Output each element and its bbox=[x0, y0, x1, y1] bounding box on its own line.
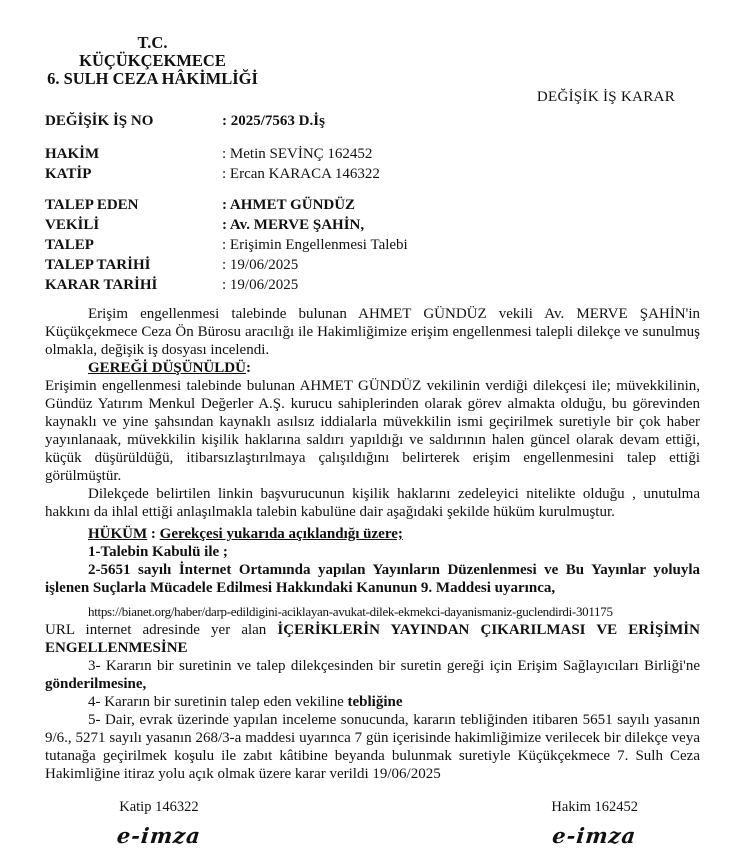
judge-e-signature: e-imza bbox=[551, 823, 638, 848]
field-value: : Av. MERVE ŞAHİN, bbox=[222, 217, 365, 233]
field-value: : Erişimin Engellenmesi Talebi bbox=[222, 237, 408, 253]
republic-label: T.C. bbox=[137, 33, 168, 52]
field-row-case-no bbox=[45, 111, 700, 131]
field-label: DEĞİŞİK İŞ NO bbox=[45, 113, 154, 129]
field-value: : 2025/7563 D.İş bbox=[222, 113, 325, 129]
field-row-attorney bbox=[45, 215, 700, 235]
judge-signature-title: Hakim 162452 bbox=[551, 799, 638, 815]
paragraph-gerekce: Erişimin engellenmesi talebinde bulunan AHMET GÜNDÜZ vekilinin verdiği dilekçesi ile; müvekkilinin, Gündüz Yatırım Menkul Değerler A.Ş. kurucu sahiplerinden olarak görev almakta olduğu, bu görevinden kaynaklı ve yine şahsından kaynaklı asılsız iddialarla müvekkilin ismi geçirilmek suretiyle bir çok haber yayınlanaak, müvekkilin kişilik haklarına saldırı yapıldığı ve saldırının halen güncel olarak devam ettiği, küçük düşürüldüğü, itibarsızlaştırılmaya çalışıldığını belirterek erişim engellenmesini talep ettiği görülmüştür. bbox=[45, 378, 700, 484]
signature-area bbox=[45, 783, 700, 848]
field-row-decision-date bbox=[45, 275, 700, 295]
field-label: TALEP TARİHİ bbox=[45, 257, 151, 273]
hukum-item-1: 1-Talebin Kabulü ile ; bbox=[88, 544, 228, 560]
heading-geregi-text: GEREĞİ DÜŞÜNÜLDÜ bbox=[88, 360, 246, 376]
hukum-url-continuation bbox=[45, 621, 700, 657]
field-row-requester bbox=[45, 195, 700, 215]
heading-hukum bbox=[45, 525, 700, 543]
field-row-request-date bbox=[45, 255, 700, 275]
field-label: TALEP EDEN bbox=[45, 197, 139, 213]
district-label: KÜÇÜKÇEKMECE bbox=[79, 51, 226, 70]
court-name-label: 6. SULH CEZA HÂKİMLİĞİ bbox=[47, 69, 258, 88]
field-label: KARAR TARİHİ bbox=[45, 277, 158, 293]
field-row-judge bbox=[45, 144, 700, 164]
hukum-rest: Gerekçesi yukarıda açıklandığı üzere; bbox=[159, 526, 403, 542]
field-value: : Ercan KARACA 146322 bbox=[222, 166, 380, 182]
signature-judge bbox=[551, 797, 638, 848]
item4-ruling: tebliğine bbox=[347, 694, 403, 710]
field-value: : AHMET GÜNDÜZ bbox=[222, 197, 356, 213]
paragraph-conclusion: Dilekçede belirtilen linkin başvurucunun kişilik haklarını zedeleyici nitelikte olduğu , unutulma hakkını da ihlal ettiği anlaşılmakla talebin kabulüne dair aşağıdaki şekilde hüküm kurulmuştur. bbox=[45, 486, 700, 520]
signature-clerk bbox=[115, 797, 203, 848]
hukum-separator: : bbox=[147, 526, 160, 542]
item3-text: 3- Kararın bir suretinin ve talep dilekçesinden bir suretin gereği için Erişim Sağlayıcıları Birliği'ne bbox=[88, 658, 700, 674]
clerk-e-signature: e-imza bbox=[115, 823, 203, 848]
content-url: https://bianet.org/haber/darp-edildigini-aciklayan-avukat-dilek-ekmekci-dayanismaniz-guclendirdi-301175 bbox=[88, 604, 613, 619]
field-label: KATİP bbox=[45, 166, 92, 182]
clerk-signature-title: Katip 146322 bbox=[119, 799, 199, 815]
paragraph-intro: Erişim engellenmesi talebinde bulunan AHMET GÜNDÜZ vekili Av. MERVE ŞAHİN'in Küçükçekmece Ceza Ön Bürosu aracılığı ile Hakimliğimize erişim engellenmesi talepli dilekçe ve sunulmuş olmakla, değişik iş dosyası incelendi. bbox=[45, 306, 700, 358]
url-continuation-ruling: İÇERİKLERİN YAYINDAN ÇIKARILMASI VE ERİŞİMİN ENGELLENMESİNE bbox=[45, 622, 700, 656]
heading-geregi-colon: : bbox=[245, 360, 251, 376]
court-header bbox=[45, 34, 260, 88]
hukum-item-2: 2-5651 sayılı İnternet Ortamında yapılan Yayınların Düzenlenmesi ve Bu Yayınlar yoluyla işlenen Suçlarla Mücadele Edilmesi Hakkındaki Kanunun 9. Maddesi uyarınca, bbox=[45, 562, 700, 596]
field-label: TALEP bbox=[45, 237, 94, 253]
field-value: : Metin SEVİNÇ 162452 bbox=[222, 146, 373, 162]
item3-ruling: gönderilmesine, bbox=[45, 676, 147, 692]
field-row-clerk bbox=[45, 164, 700, 184]
hukum-item-5: 5- Dair, evrak üzerinde yapılan inceleme sonucunda, kararın tebliğinden itibaren 5651 sayılı yasanın 9/6., 5271 sayılı yasanın 268/3-a maddesi uyarınca 7 gün içerisinde hakimliğimize verilecek bir dilekçe veya tutanağa geçirilmek koşulu ile zabıt kâtibine beyanda bulunmak suretiyle Küçükçekmece 7. Sulh Ceza Hakimliğine itiraz yolu açık olmak üzere karar verildi 19/06/2025 bbox=[45, 712, 700, 782]
url-continuation-text: URL internet adresinde yer alan bbox=[45, 622, 278, 638]
hukum-item-3 bbox=[45, 657, 700, 693]
field-label: HAKİM bbox=[45, 146, 100, 162]
item4-text: 4- Kararın bir suretinin talep eden vekiline bbox=[88, 694, 348, 710]
decision-type-label: DEĞİŞİK İŞ KARAR bbox=[536, 89, 675, 105]
hukum-word: HÜKÜM bbox=[88, 526, 148, 542]
field-value: : 19/06/2025 bbox=[222, 257, 299, 273]
heading-geregi-dusunuldu bbox=[45, 359, 700, 377]
field-value: : 19/06/2025 bbox=[222, 277, 299, 293]
hukum-item-4 bbox=[45, 693, 700, 711]
decision-body bbox=[45, 305, 700, 783]
field-row-request bbox=[45, 235, 700, 255]
field-label: VEKİLİ bbox=[45, 217, 100, 233]
